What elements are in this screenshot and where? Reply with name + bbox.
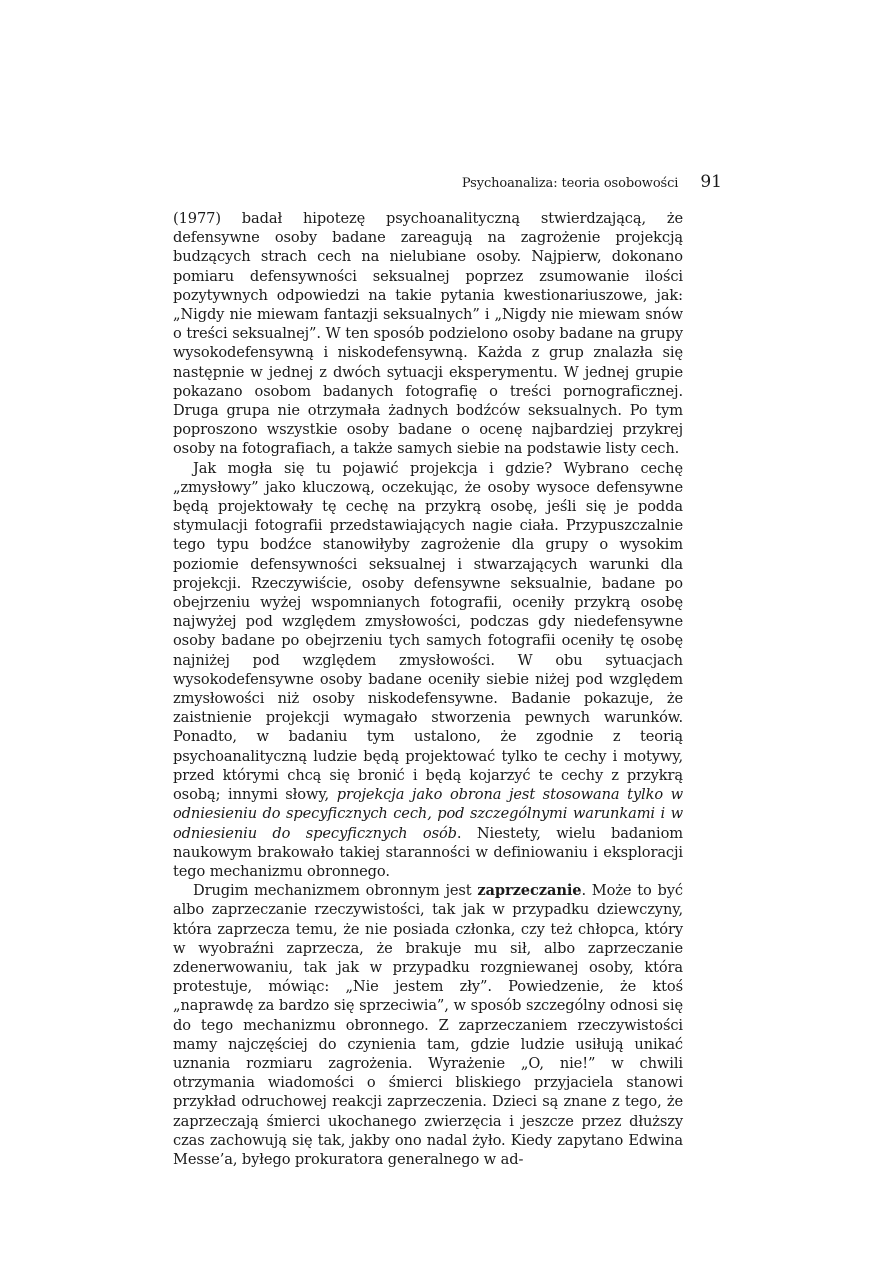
paragraph-2-text-b: . Niestety, wielu badaniom naukowym brakowało takiej staranności w definiowaniu i eksploracji tego mechanizmu obronnego. [173, 824, 683, 880]
paragraph-2 [173, 459, 683, 881]
body-text [173, 209, 683, 1169]
paragraph-3 [173, 881, 683, 1169]
page-header [0, 172, 722, 192]
paragraph-3-text-b: . Może to być albo zaprzeczanie rzeczywistości, tak jak w przypadku dziewczyny, która zaprzecza temu, że nie posiada członka, czy też chłopca, który w wyobraźni zaprzecza, że brakuje mu sił, albo zaprzeczanie zdenerwowaniu, tak jak w przypadku rozgniewanej osoby, która protestuje, mówiąc: „Nie jestem zły”. Powiedzenie, że ktoś „naprawdę za bardzo się sprzeciwia”, w sposób szczególny odnosi się do tego mechanizmu obronnego. Z zaprzeczaniem rzeczywistości mamy najczęściej do czynienia tam, gdzie ludzie usiłują unikać uznania rozmiaru zagrożenia. Wyrażenie „O, nie!” w chwili otrzymania wiadomości o śmierci bliskiego przyjaciela stanowi przykład odruchowej reakcji zaprzeczenia. Dzieci są znane z tego, że zaprzeczają śmierci ukochanego zwierzęcia i jeszcze przez dłuższy czas zachowują się tak, jakby ono nadal żyło. Kiedy zapytano Edwina Messe’a, byłego prokuratora generalnego w ad- [173, 882, 683, 1168]
running-head: Psychoanaliza: teoria osobowości [461, 176, 679, 191]
paragraph-2-text-a: Jak mogła się tu pojawić projekcja i gdzie? Wybrano cechę „zmysłowy” jako kluczową, oczekując, że osoby wysoce defensywne będą projektowały tę cechę na przykrą osobę, jeśli się je podda stymulacji fotografii przedstawiających nagie ciała. Przypuszczalnie tego typu bodźce stanowiłyby zagrożenie dla grupy o wysokim poziomie defensywności seksualnej i stwarzających warunki dla projekcji. Rzeczywiście, osoby defensywne seksualnie, badane po obejrzeniu wyżej wspomnianych fotografii, oceniły przykrą osobę najwyżej pod względem zmysłowości, podczas gdy niedefensywne osoby badane po obejrzeniu tych samych fotografii oceniły tę osobę najniżej pod względem zmysłowości. W obu sytuacjach wysokodefensywne osoby badane oceniły siebie niżej pod względem zmysłowości niż osoby niskodefensywne. Badanie pokazuje, że zaistnienie projekcji wymagało stworzenia pewnych warunków. Ponadto, w badaniu tym ustalono, że zgodnie z teorią psychoanalityczną ludzie będą projektować tylko te cechy i motywy, przed którymi chcą się bronić i będą kojarzyć te cechy z przykrą osobą; innymi słowy, [173, 459, 683, 804]
paragraph-3-text-a: Drugim mechanizmem obronnym jest [193, 882, 478, 900]
paragraph-2-emphasis: projekcja jako obrona jest stosowana tylko w odniesieniu do specyficznych cech, pod szczególnymi warunkami i w odniesieniu do specyficznych osób [173, 786, 683, 842]
key-term-zaprzeczanie: zaprzeczanie [477, 882, 582, 900]
paragraph-1: (1977) badał hipotezę psychoanalityczną stwierdzającą, że defensywne osoby badane zareagują na zagrożenie projekcją budzących strach cech na nielubiane osoby. Najpierw, dokonano pomiaru defensywności seksualnej poprzez zsumowanie ilości pozytywnych odpowiedzi na takie pytania kwestionariuszowe, jak: „Nigdy nie miewam fantazji seksualnych” i „Nigdy nie miewam snów o treści seksualnej”. W ten sposób podzielono osoby badane na grupy wysokodefensywną i niskodefensywną. Każda z grup znalazła się następnie w jednej z dwóch sytuacji eksperymentu. W jednej grupie pokazano osobom badanych fotografię o treści pornograficznej. Druga grupa nie otrzymała żadnych bodźców seksualnych. Po tym poproszono wszystkie osoby badane o ocenę najbardziej przykrej osoby na fotografiach, a także samych siebie na podstawie listy cech. [173, 210, 683, 458]
page-number: 91 [700, 172, 722, 192]
